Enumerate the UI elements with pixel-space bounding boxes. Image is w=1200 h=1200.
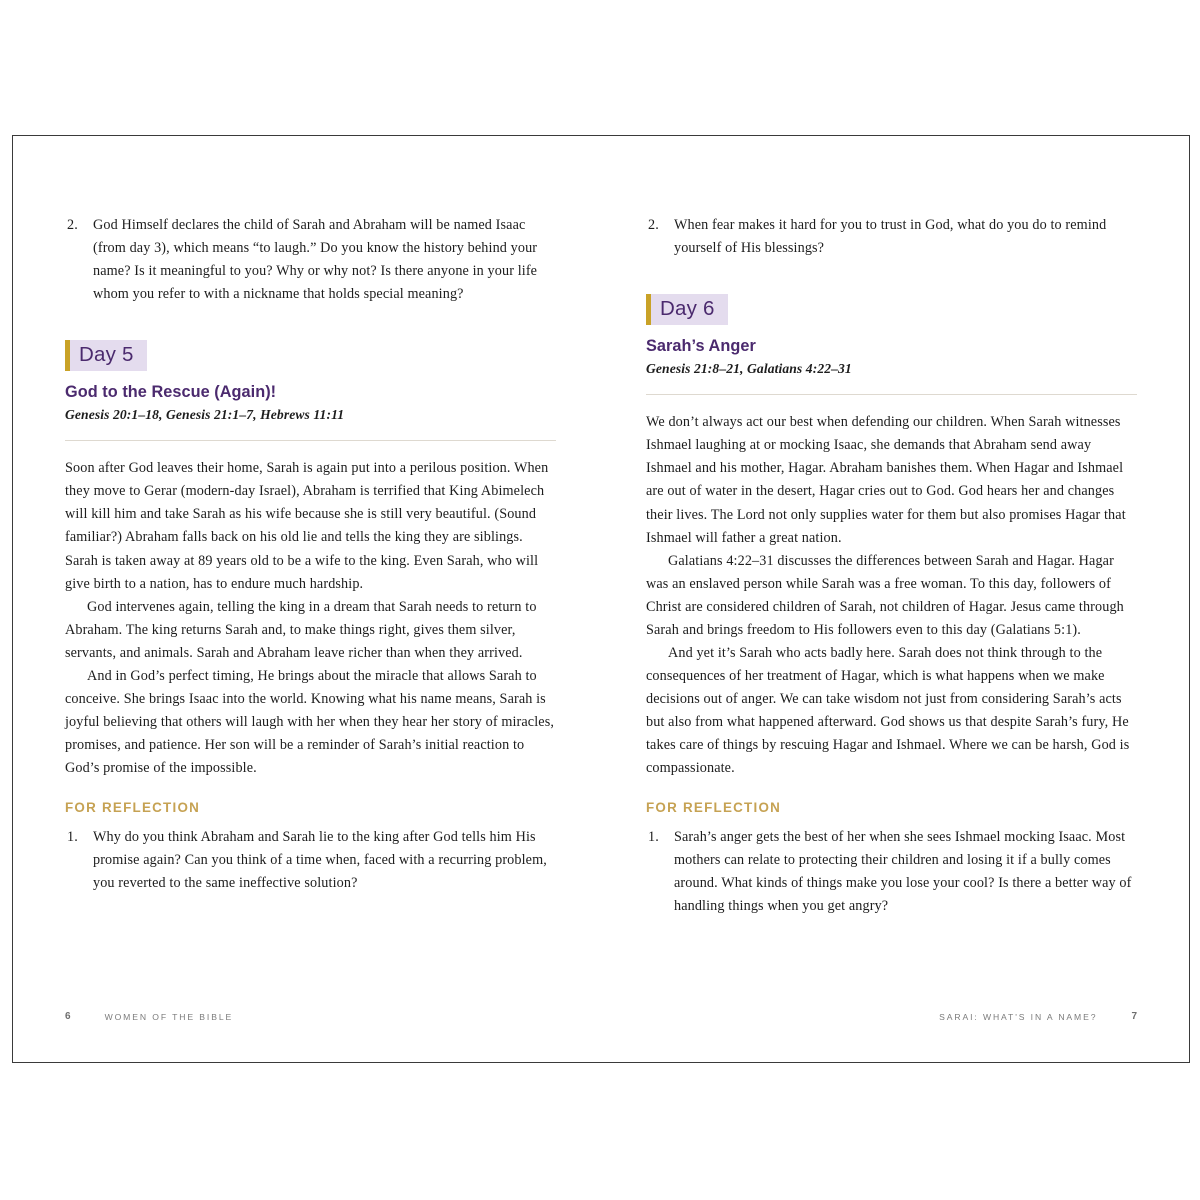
right-page-footer — [646, 1011, 1137, 1022]
for-reflection-heading: FOR REFLECTION — [65, 800, 201, 816]
list-item — [646, 826, 1137, 918]
left-page-footer — [65, 1011, 556, 1022]
right-reflection-question-list — [646, 826, 1137, 918]
question-text: Why do you think Abraham and Sarah lie to the king after God tells him His promise again? Can you think of a time when, faced with a recurring problem, you reverted to the same ineffective solution? — [93, 829, 547, 892]
day-scripture-reference: Genesis 20:1–18, Genesis 21:1–7, Hebrews 11:11 — [65, 406, 345, 422]
right-page — [601, 136, 1189, 1062]
section-divider — [646, 394, 1137, 395]
section-divider — [65, 440, 556, 441]
body-paragraph: Soon after God leaves their home, Sarah is again put into a perilous position. When they move to Gerar (modern-day Israel), Abraham is terrified that King Abimelech will kill him and take Sarah as his wife because she is still very beautiful. (Sound familiar?) Abraham falls back on his old lie and tells the king they are siblings. Sarah is taken away at 89 years old to be a wife to the king. Even Sarah, who will give birth to a nation, has to endure much hardship. — [65, 460, 549, 592]
question-text: When fear makes it hard for you to trust in God, what do you do to remind yourself of His blessings? — [674, 217, 1107, 256]
body-paragraph: And yet it’s Sarah who acts badly here. Sarah does not think through to the consequences of her treatment of Hagar, which is what happens when we make decisions out of anger. We can take wisdom not just from considering Sarah’s acts but also from what happened afterward. God shows us that despite Sarah’s fury, He takes care of things by rescuing Hagar and Ishmael. Where we can be harsh, God is compassionate. — [646, 645, 1130, 777]
left-reflection-question-list — [65, 826, 556, 895]
list-item — [65, 214, 556, 306]
body-paragraph: We don’t always act our best when defending our children. When Sarah witnesses Ishmael laughing at or mocking Isaac, she demands that Abraham send away Ishmael and his mother, Hagar. Abraham banishes them. When Hagar and Ishmael are out of water in the desert, Hagar cries out to God. God hears her and changes their lives. The Lord not only supplies water for them but also promises Hagar that Ishmael will father a great nation. — [646, 414, 1126, 546]
question-text: Sarah’s anger gets the best of her when she sees Ishmael mocking Isaac. Most mothers can relate to protecting their children and losing it if a bully comes around. What kinds of things make you lose your cool? Is there a better way of handling things when you get angry? — [674, 829, 1132, 915]
day-badge-5 — [65, 340, 147, 371]
day-scripture-reference: Genesis 21:8–21, Galatians 4:22–31 — [646, 360, 852, 376]
body-paragraph: Galatians 4:22–31 discusses the differences between Sarah and Hagar. Hagar was an enslaved person while Sarah was a free woman. To this day, followers of Christ are considered children of Sarah, not children of Hagar. Jesus came through Sarah and brings freedom to His followers even to this day (Galatians 5:1). — [646, 552, 1124, 638]
question-number: 1. — [648, 829, 659, 846]
book-spread — [13, 136, 1189, 1062]
right-carryover-question-list — [646, 214, 1137, 260]
question-number: 1. — [67, 829, 78, 846]
question-number: 2. — [67, 217, 78, 233]
day-badge-6 — [646, 294, 728, 325]
running-head: WOMEN OF THE BIBLE — [104, 1011, 234, 1022]
body-paragraph: God intervenes again, telling the king in a dream that Sarah needs to return to Abraham. The king returns Sarah and, to make things right, gives them silver, servants, and animals. Sarah and Abraham leave richer than when they arrived. — [65, 598, 537, 661]
day-title: Sarah’s Anger — [646, 337, 756, 356]
left-page — [13, 136, 601, 1062]
body-paragraph: And in God’s perfect timing, He brings about the miracle that allows Sarah to conceive. She brings Isaac into the world. Knowing what his name means, Sarah is joyful believing that others will laugh with her when they hear her story of miracles, promises, and patience. Her son will be a reminder of Sarah’s initial reaction to God’s promise of the impossible. — [65, 667, 555, 777]
running-head: SARAI: WHAT'S IN A NAME? — [939, 1011, 1098, 1022]
left-carryover-question-list — [65, 214, 556, 306]
question-text: God Himself declares the child of Sarah and Abraham will be named Isaac (from day 3), which means “to laugh.” Do you know the history behind your name? Is it meaningful to you? Why or why not? Is there anyone in your life whom you refer to with a nickname that holds special meaning? — [93, 217, 538, 302]
book-spread-frame — [12, 135, 1190, 1063]
day-badge-label: Day 5 — [70, 340, 147, 371]
question-number: 2. — [648, 217, 659, 233]
for-reflection-heading: FOR REFLECTION — [646, 800, 782, 816]
list-item — [646, 214, 1137, 260]
day-title: God to the Rescue (Again)! — [65, 383, 277, 402]
left-page-content — [65, 214, 556, 1004]
right-page-content — [646, 214, 1137, 1004]
list-item — [65, 826, 556, 895]
page-number: 7 — [1131, 1011, 1137, 1022]
page-number: 6 — [65, 1011, 71, 1022]
day-badge-label: Day 6 — [651, 294, 728, 325]
